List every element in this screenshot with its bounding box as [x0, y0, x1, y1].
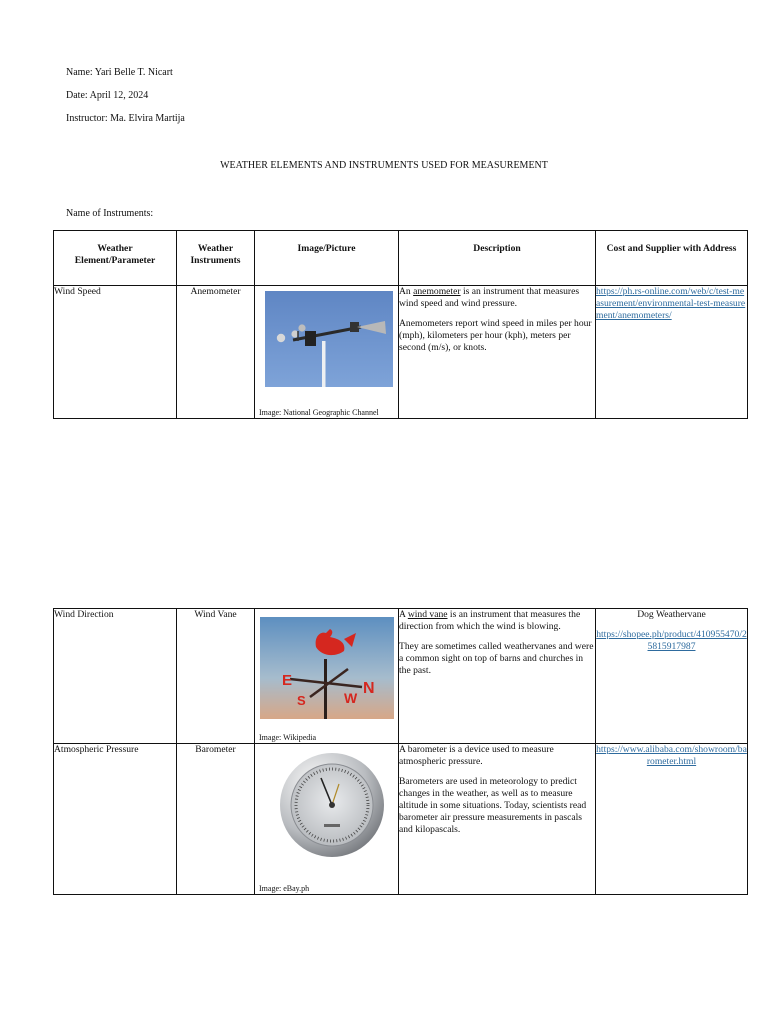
barometer-image — [277, 750, 387, 860]
image-caption: Image: eBay.ph — [259, 883, 310, 893]
wind-vane-image — [260, 617, 394, 719]
description-paragraph: A barometer is a device used to measure atmospheric pressure. — [399, 744, 554, 767]
cost-supplier-cell — [596, 609, 748, 744]
description-cell — [399, 744, 596, 895]
parameter-cell: Wind Speed — [54, 286, 177, 419]
keyword-term: wind vane — [407, 609, 448, 620]
description-paragraph: A wind vane is an instrument that measures the direction from which the wind is blowing. — [399, 609, 581, 632]
column-header-image: Image/Picture — [255, 231, 399, 286]
description-paragraph: Barometers are used in meteorology to predict changes in the weather, as well as to measure altitude in some situations. Today, scientists read barometer air pressure measurements in pascals and kilopascals. — [399, 775, 587, 835]
parameter-cell: Wind Direction — [54, 609, 177, 744]
student-name: Name: Yari Belle T. Nicart — [66, 67, 173, 78]
instruments-table — [53, 230, 748, 419]
description-cell — [399, 286, 596, 419]
keyword-term: anemometer — [413, 286, 461, 297]
supplier-link[interactable]: https://www.alibaba.com/showroom/barometer.html — [596, 744, 747, 767]
image-cell — [255, 744, 399, 895]
south-letter: S — [297, 693, 306, 708]
description-paragraph: An anemometer is an instrument that measures wind speed and wind pressure. — [399, 286, 580, 309]
column-header-parameter: Weather Element/Parameter — [54, 231, 177, 286]
column-header-instrument: Weather Instruments — [177, 231, 255, 286]
instructor-name: Instructor: Ma. Elvira Martija — [66, 113, 185, 124]
description-paragraph: They are sometimes called weathervanes and were a common sight on top of barns and churches in the past. — [399, 640, 594, 676]
column-header-cost-supplier: Cost and Supplier with Address — [596, 231, 748, 286]
column-header-description: Description — [399, 231, 596, 286]
east-letter: E — [282, 672, 293, 689]
instrument-cell: Barometer — [177, 744, 255, 895]
supplier-name: Dog Weathervane — [637, 609, 706, 620]
section-label: Name of Instruments: — [66, 208, 154, 219]
instrument-cell: Anemometer — [177, 286, 255, 419]
image-cell — [255, 609, 399, 744]
parameter-cell: Atmospheric Pressure — [54, 744, 177, 895]
table-header-row — [54, 231, 748, 286]
table-row — [54, 744, 748, 895]
anemometer-image — [265, 291, 393, 387]
document-date: Date: April 12, 2024 — [66, 90, 149, 101]
document-title: WEATHER ELEMENTS AND INSTRUMENTS USED FOR MEASUREMENT — [220, 160, 548, 171]
image-caption: Image: National Geographic Channel — [259, 407, 379, 417]
instrument-cell: Wind Vane — [177, 609, 255, 744]
cost-supplier-cell — [596, 286, 748, 419]
supplier-link[interactable]: https://ph.rs-online.com/web/c/test-measurement/environmental-test-measurement/anemometers/ — [596, 286, 746, 321]
supplier-link[interactable]: https://shopee.ph/product/410955470/25815917987 — [596, 628, 747, 652]
cost-supplier-cell — [596, 744, 748, 895]
table-row — [54, 609, 748, 744]
image-caption: Image: Wikipedia — [259, 732, 317, 742]
north-letter: N — [363, 680, 375, 697]
table-row — [54, 286, 748, 419]
image-cell — [255, 286, 399, 419]
description-cell — [399, 609, 596, 744]
instruments-table-continued — [53, 608, 748, 895]
west-letter: W — [344, 690, 358, 706]
description-paragraph: Anemometers report wind speed in miles per hour (mph), kilometers per hour (kph), meters per second (m/s), or knots. — [399, 317, 592, 353]
